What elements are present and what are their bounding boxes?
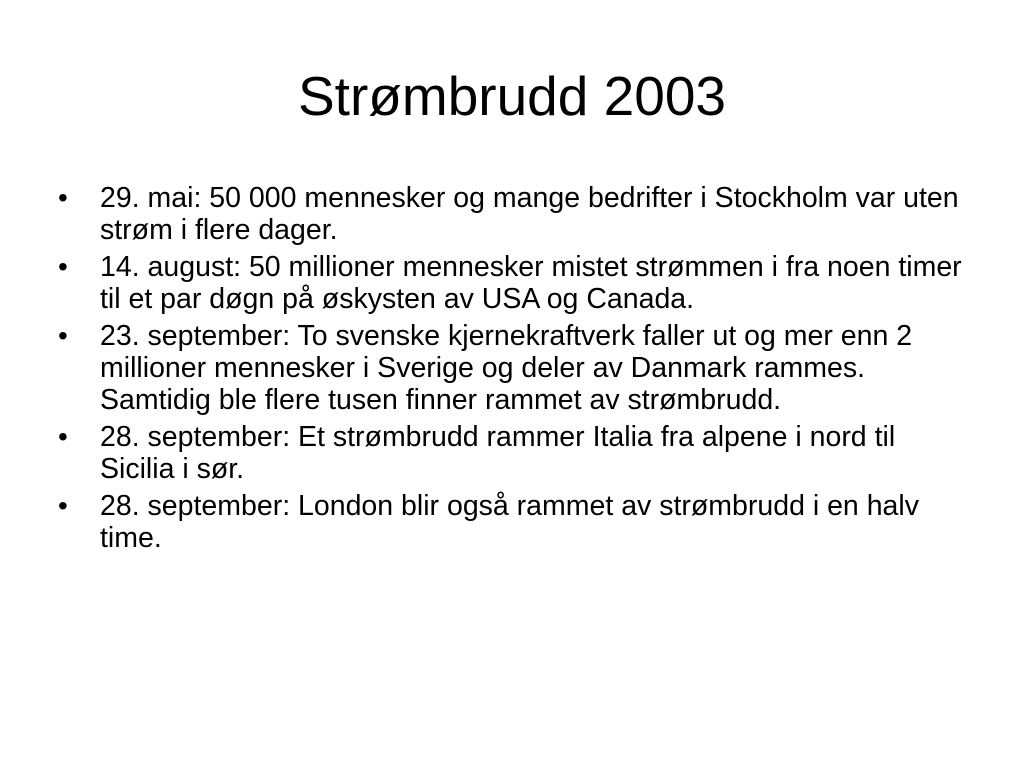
- bullet-item: [56, 490, 976, 554]
- bullet-icon: •: [58, 251, 68, 282]
- bullet-text: 28. september: London blir også rammet av strømbrudd i en halv time.: [100, 490, 919, 554]
- bullet-icon: •: [58, 421, 68, 452]
- bullet-text: 29. mai: 50 000 mennesker og mange bedrifter i Stockholm var uten strøm i flere dager.: [100, 182, 959, 246]
- bullet-icon: •: [58, 182, 68, 213]
- bullet-text: 28. september: Et strømbrudd rammer Italia fra alpene i nord til Sicilia i sør.: [100, 421, 896, 485]
- bullet-text: 23. september: To svenske kjernekraftverk faller ut og mer enn 2 millioner mennesker i Sverige og deler av Danmark rammes. Samtidig ble flere tusen finner rammet av strømbrudd.: [100, 320, 913, 416]
- bullet-icon: •: [58, 490, 68, 521]
- bullet-item: [56, 421, 976, 485]
- bullet-icon: •: [58, 320, 68, 351]
- slide-title: Strømbrudd 2003: [298, 65, 726, 127]
- bullet-list: [56, 182, 976, 559]
- bullet-item: [56, 251, 976, 315]
- bullet-item: [56, 320, 976, 416]
- bullet-text: 14. august: 50 millioner mennesker mistet strømmen i fra noen timer til et par døgn på øskysten av USA og Canada.: [100, 251, 962, 315]
- bullet-item: [56, 182, 976, 246]
